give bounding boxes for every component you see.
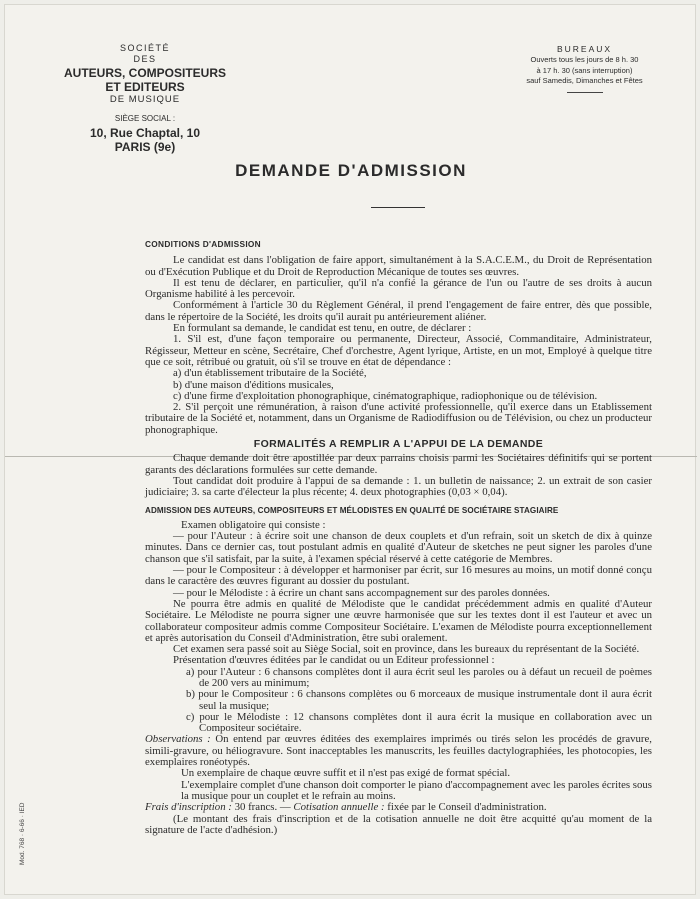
admission-item-b: b) pour le Compositeur : 6 chansons complètes ou 6 morceaux de musique instrumentale dont il aura écrit seul la musique; (186, 688, 652, 712)
admission-paragraph: Présentation d'œuvres éditées par le candidat ou un Editeur professionnel : (173, 654, 495, 667)
bureaux-block (517, 43, 652, 93)
society-header (55, 43, 235, 154)
bureaux-line-3: sauf Samedis, Dimanches et Fêtes (526, 76, 643, 85)
city: PARIS (9e) (114, 140, 176, 154)
admission-paragraph: — pour le Mélodiste : à écrire un chant sans accompagnement sur des paroles données. (173, 586, 550, 599)
conditions-paragraph: Conformément à l'article 30 du Règlement Général, il prend l'engagement de faire entrer, dès que possible, dans le répertoire de la Société, les droits qu'il aurait pu antérieurement aliéner. (145, 299, 652, 323)
conditions-paragraph: 2. S'il perçoit une rémunération, à raison d'une activité professionnelle, qu'il exerce dans un Etablissement tributaire de la Société et, notamment, dans un Organisme de Radiodiffusion ou de Télévision, ou chez un producteur phonographique. (145, 401, 652, 436)
conditions-paragraph: Il est tenu de déclarer, en particulier, qu'il n'a confié la gérance de l'un ou l'autre de ses droits à aucun Organisme habilité à les percevoir. (145, 276, 652, 301)
dues-label: Cotisation annuelle : (293, 801, 385, 814)
conditions-heading: CONDITIONS D'ADMISSION (145, 239, 261, 249)
formalites-paragraph: Tout candidat doit produire à l'appui de sa demande : 1. un bulletin de naissance; 2. un extrait de son casier judiciaire; 3. sa carte d'électeur la plus récente; 4. deux photographies (0,03 × 0,04). (145, 474, 652, 499)
fees-paragraph (145, 802, 652, 813)
siege-label: SIÈGE SOCIAL : (114, 114, 176, 123)
bureaux-title: BUREAUX (556, 44, 613, 54)
society-line-1: SOCIÉTÉ (119, 43, 170, 53)
observations-paragraph-2: Un exemplaire de chaque œuvre suffit et il n'est pas exigé de format spécial. (181, 767, 511, 780)
document-page (4, 4, 696, 895)
conditions-paragraph: Le candidat est dans l'obligation de faire apport, simultanément à la S.A.C.E.M., du Droit de Représentation ou d'Exécution Publique et du Droit de Reproduction Mécanique de toutes ses œuvres. (145, 254, 652, 278)
page-title: DEMANDE D'ADMISSION (235, 161, 467, 180)
conditions-paragraph: En formulant sa demande, le candidat est tenu, en outre, de déclarer : (173, 322, 472, 335)
final-note: (Le montant des frais d'inscription et de la cotisation annuelle ne doit être acquitté qu'au moment de la signature de l'acte d'adhésion.) (145, 812, 652, 836)
admission-heading: ADMISSION DES AUTEURS, COMPOSITEURS ET MÉLODISTES EN QUALITÉ DE SOCIÉTAIRE STAGIAIRE (145, 505, 559, 515)
admission-paragraph: Cet examen sera passé soit au Siège Social, soit en province, dans les bureaux du représentant de la Société. (173, 643, 640, 656)
address: 10, Rue Chaptal, 10 (89, 126, 201, 140)
conditions-item-a: a) d'un établissement tributaire de la Société, (173, 367, 367, 380)
society-name: AUTEURS, COMPOSITEURS ET EDITEURS (63, 66, 226, 94)
observations-label: Observations : (145, 733, 211, 746)
bureaux-line-2: à 17 h. 30 (sans interruption) (536, 65, 633, 75)
bureaux-rule (567, 92, 603, 93)
title-underline (371, 207, 425, 208)
conditions-item-c: c) d'une firme d'exploitation phonographique, cinématographique, radiophonique ou de télévision. (173, 389, 598, 402)
document-body (145, 239, 652, 836)
society-line-4: DE MUSIQUE (109, 94, 181, 105)
admission-paragraph: — pour l'Auteur : à écrire soit une chanson de deux couplets et d'un refrain, soit un sketch de dix à quinze minutes. Dans ce dernier cas, tout postulant admis en qualité d'Auteur de sketches ne peut signer les paroles d'une chanson que s'il satisfait, par la suite, à l'examen spécial réservé à cette catégorie de Membres. (145, 530, 652, 565)
observations-text: On entend par œuvres éditées des exemplaires imprimés ou tirés selon les procédés de gravure, simili-gravure, ou héliogravure. Sont inacceptables les manuscrits, les feuilles dactylographiées, les photocopies, les exemplaires ronéotypés. (145, 733, 652, 769)
bureaux-line-1: Ouverts tous les jours de 8 h. 30 (530, 55, 639, 64)
admission-item-c: c) pour le Mélodiste : 12 chansons complètes dont il aura écrit la musique en collaboration avec un Compositeur sociétaire. (186, 710, 652, 735)
observations-paragraph-3: L'exemplaire complet d'une chanson doit comporter le piano d'accompagnement avec les paroles écrites sous la musique pour un couplet et le refrain au moins. (181, 778, 652, 802)
formalites-heading: FORMALITÉS A REMPLIR A L'APPUI DE LA DEMANDE (253, 438, 544, 451)
fees-label: Frais d'inscription : (145, 801, 232, 814)
form-model-number: Mod. 768 · 6-66 · IED (19, 802, 26, 865)
conditions-paragraph: 1. S'il est, d'une façon temporaire ou permanente, Directeur, Associé, Commanditaire, Administrateur, Régisseur, Metteur en scène, Secrétaire, Chef d'orchestre, Agent lyrique, Artiste, en un mot, Employé à quelque titre que ce soit, rétribué ou gratuit, où s'il se trouve en état de dépendance : (145, 333, 652, 368)
admission-paragraph: Examen obligatoire qui consiste : (181, 518, 326, 531)
observations-paragraph (145, 734, 652, 768)
admission-paragraph: — pour le Compositeur : à développer et harmoniser par écrit, sur 16 mesures au moins, un motif donné conçu dans le caractère des œuvres figurant au dossier du postulant. (145, 564, 652, 588)
conditions-item-b: b) d'une maison d'éditions musicales, (173, 378, 334, 391)
fees-value: 30 francs. — (234, 801, 291, 814)
admission-paragraph: Ne pourra être admis en qualité de Mélodiste que le candidat précédemment admis en qualité d'Auteur Sociétaire. Le Mélodiste ne pourra signer une œuvre harmonisée que sur les textes dont il est l'auteur et avec un collaborateur compositeur admis comme Compositeur Sociétaire. L'examen de Mélodiste pourra exceptionnellement et après autorisation du Conseil d'Administration, être subi oralement. (145, 597, 652, 644)
society-line-2: DES (133, 54, 157, 64)
admission-item-a: a) pour l'Auteur : 6 chansons complètes dont il aura écrit seul les paroles ou à défaut un recueil de poèmes de 200 vers au minimum; (186, 665, 652, 689)
formalites-paragraph: Chaque demande doit être apostillée par deux parrains choisis parmi les Sociétaires définitifs qui se portent garants des déclarations formulées sur cette demande. (145, 452, 652, 476)
dues-value: fixée par le Conseil d'administration. (387, 801, 547, 814)
